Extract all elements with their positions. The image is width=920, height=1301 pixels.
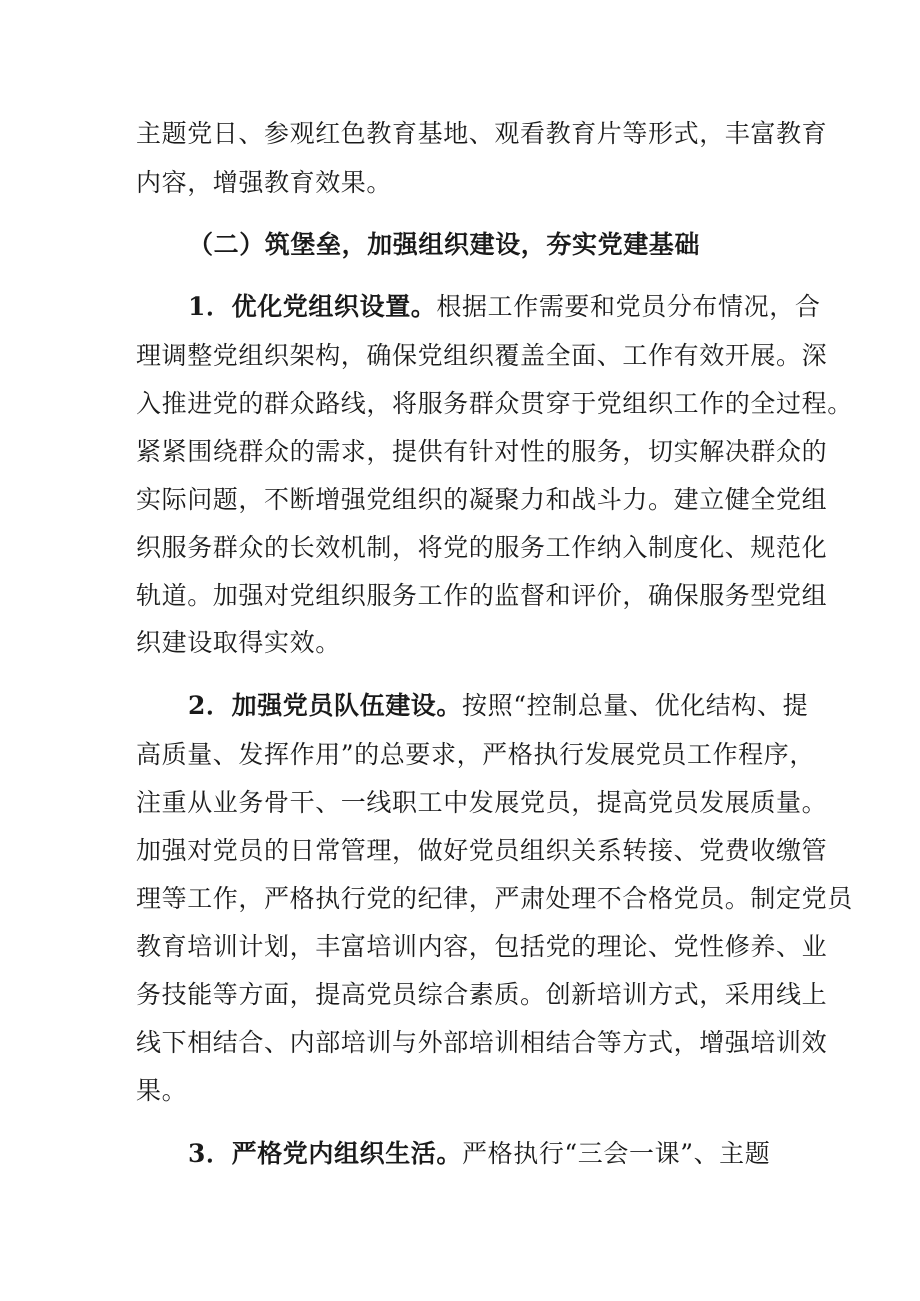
item1-line: 织建设取得实效。 bbox=[136, 628, 341, 657]
intro-line-1: 主题党日、参观红色教育基地、观看教育片等形式，丰富教育 bbox=[136, 119, 828, 148]
item1-first-line bbox=[188, 294, 820, 319]
item1-line: 入推进党的群众路线，将服务群众贯穿于党组织工作的全过程。 bbox=[136, 389, 853, 418]
item1-first-rest: 根据工作需要和党员分布情况，合 bbox=[436, 292, 821, 321]
item1-title: 优化党组织设置。 bbox=[231, 292, 437, 321]
item2-line: 高质量、发挥作用”的总要求，严格执行发展党员工作程序， bbox=[136, 740, 815, 769]
item2-first-rest: 按照“控制总量、优化结构、提 bbox=[462, 691, 809, 720]
item1-line: 紧紧围绕群众的需求，提供有针对性的服务，切实解决群众的 bbox=[136, 437, 828, 466]
intro-line-2: 内容，增强教育效果。 bbox=[136, 168, 393, 197]
item1-line: 轨道。加强对党组织服务工作的监督和评价，确保服务型党组 bbox=[136, 581, 828, 610]
item2-title: 加强党员队伍建设。 bbox=[231, 691, 463, 720]
item1-line: 织服务群众的长效机制，将党的服务工作纳入制度化、规范化 bbox=[136, 533, 828, 562]
item2-line: 线下相结合、内部培训与外部培训相结合等方式，增强培训效 bbox=[136, 1028, 828, 1057]
item2-line: 注重从业务骨干、一线职工中发展党员，提高党员发展质量。 bbox=[136, 788, 828, 817]
item2-line: 果。 bbox=[136, 1076, 188, 1105]
item1-line: 实际问题，不断增强党组织的凝聚力和战斗力。建立健全党组 bbox=[136, 485, 828, 514]
item3-title: 严格党内组织生活。 bbox=[231, 1139, 463, 1168]
item3-first-line bbox=[188, 1141, 770, 1166]
item2-line: 理等工作，严格执行党的纪律，严肃处理不合格党员。制定党员 bbox=[136, 884, 853, 913]
item2-line: 加强对党员的日常管理，做好党员组织关系转接、党费收缴管 bbox=[136, 836, 828, 865]
item2-line: 教育培训计划，丰富培训内容，包括党的理论、党性修养、业 bbox=[136, 932, 828, 961]
item1-number: 1． bbox=[188, 292, 232, 321]
item2-first-line bbox=[188, 693, 808, 718]
section-heading: （二）筑堡垒，加强组织建设，夯实党建基础 bbox=[188, 230, 701, 259]
item1-line: 理调整党组织架构，确保党组织覆盖全面、工作有效开展。深 bbox=[136, 341, 828, 370]
item3-first-rest: 严格执行“三会一课”、主题 bbox=[462, 1139, 771, 1168]
item2-number: 2． bbox=[188, 691, 232, 720]
item2-line: 务技能等方面，提高党员综合素质。创新培训方式，采用线上 bbox=[136, 980, 828, 1009]
item3-number: 3． bbox=[188, 1139, 232, 1168]
